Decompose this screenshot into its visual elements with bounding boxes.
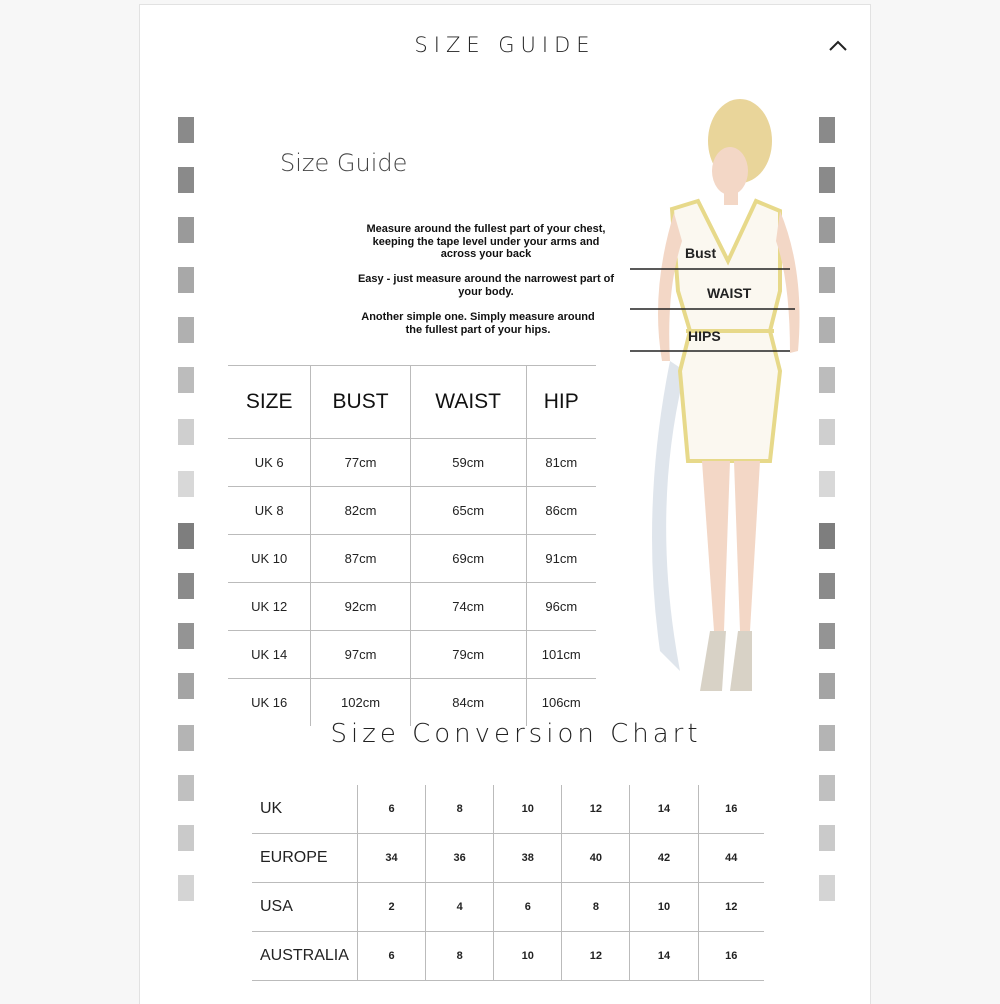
bust-label: Bust bbox=[685, 245, 717, 261]
size-cell: UK 12 bbox=[228, 583, 311, 631]
size-value-cell: 44 bbox=[698, 834, 764, 883]
size-value-cell: 14 bbox=[630, 932, 698, 981]
size-value-cell: 8 bbox=[426, 932, 494, 981]
conversion-row bbox=[252, 834, 764, 883]
size-value-cell: 38 bbox=[494, 834, 562, 883]
size-cell: UK 10 bbox=[228, 535, 311, 583]
size-value-cell: 10 bbox=[494, 785, 562, 834]
column-header-hip: HIP bbox=[526, 366, 596, 439]
column-header-size: SIZE bbox=[245, 390, 293, 413]
border-stripe bbox=[178, 419, 194, 445]
border-stripe bbox=[178, 875, 194, 901]
size-value-cell: 12 bbox=[698, 883, 764, 932]
border-stripe bbox=[819, 875, 835, 901]
size-value-cell: 40 bbox=[562, 834, 630, 883]
size-value-cell: 12 bbox=[562, 785, 630, 834]
size-value-cell: 42 bbox=[630, 834, 698, 883]
size-value-cell: 16 bbox=[698, 932, 764, 981]
size-cell: UK 6 bbox=[228, 439, 311, 487]
border-stripe bbox=[178, 117, 194, 143]
bust-cell: 77cm bbox=[311, 439, 410, 487]
border-stripe bbox=[819, 117, 835, 143]
border-stripe bbox=[819, 167, 835, 193]
waist-instruction: Easy - just measure around the narrowest part of your body. bbox=[357, 273, 615, 298]
region-label: AUSTRALIA bbox=[252, 932, 358, 981]
conversion-row bbox=[252, 785, 764, 834]
hip-cell: 106cm bbox=[526, 679, 596, 727]
size-value-cell: 6 bbox=[358, 785, 426, 834]
border-stripe bbox=[178, 775, 194, 801]
size-value-cell: 14 bbox=[630, 785, 698, 834]
border-stripe bbox=[178, 623, 194, 649]
size-value-cell: 2 bbox=[358, 883, 426, 932]
border-stripe bbox=[178, 673, 194, 699]
size-value-cell: 4 bbox=[426, 883, 494, 932]
size-measurement-table bbox=[228, 365, 596, 726]
waist-label: WAIST bbox=[707, 285, 752, 301]
border-stripe bbox=[819, 471, 835, 497]
border-stripe bbox=[819, 573, 835, 599]
conversion-row bbox=[252, 932, 764, 981]
border-stripe bbox=[819, 825, 835, 851]
hip-cell: 96cm bbox=[526, 583, 596, 631]
bust-cell: 92cm bbox=[311, 583, 410, 631]
size-value-cell: 8 bbox=[562, 883, 630, 932]
table-header-row bbox=[228, 366, 596, 439]
border-stripe bbox=[178, 573, 194, 599]
bust-cell: 82cm bbox=[311, 487, 410, 535]
size-cell: UK 8 bbox=[228, 487, 311, 535]
size-conversion-table bbox=[252, 785, 764, 981]
border-stripe bbox=[819, 367, 835, 393]
column-header-bust: BUST bbox=[311, 366, 410, 439]
waist-cell: 65cm bbox=[410, 487, 526, 535]
size-guide-title: Size Guide bbox=[280, 149, 408, 177]
border-stripe bbox=[819, 217, 835, 243]
bust-instruction: Measure around the fullest part of your chest, keeping the tape level under your arms and across your back bbox=[366, 223, 606, 260]
border-stripe bbox=[178, 825, 194, 851]
border-stripe bbox=[819, 267, 835, 293]
waist-cell: 84cm bbox=[410, 679, 526, 727]
table-row bbox=[228, 535, 596, 583]
hip-cell: 101cm bbox=[526, 631, 596, 679]
table-row bbox=[228, 439, 596, 487]
border-stripe bbox=[819, 673, 835, 699]
region-label: USA bbox=[252, 883, 358, 932]
size-cell: UK 14 bbox=[228, 631, 311, 679]
border-stripe bbox=[819, 419, 835, 445]
table-row bbox=[228, 487, 596, 535]
chevron-up-icon[interactable] bbox=[824, 35, 852, 57]
border-stripe bbox=[178, 317, 194, 343]
size-value-cell: 16 bbox=[698, 785, 764, 834]
bust-cell: 87cm bbox=[311, 535, 410, 583]
border-stripe bbox=[178, 217, 194, 243]
hip-cell: 81cm bbox=[526, 439, 596, 487]
region-label: UK bbox=[252, 785, 358, 834]
border-stripe bbox=[178, 267, 194, 293]
border-stripe bbox=[819, 523, 835, 549]
hip-cell: 86cm bbox=[526, 487, 596, 535]
size-value-cell: 6 bbox=[494, 883, 562, 932]
waist-cell: 69cm bbox=[410, 535, 526, 583]
table-row bbox=[228, 583, 596, 631]
size-value-cell: 6 bbox=[358, 932, 426, 981]
size-value-cell: 12 bbox=[562, 932, 630, 981]
dress-figure-illustration bbox=[630, 91, 810, 711]
waist-cell: 79cm bbox=[410, 631, 526, 679]
column-header-waist: WAIST bbox=[410, 366, 526, 439]
border-stripe bbox=[178, 167, 194, 193]
border-stripe bbox=[178, 471, 194, 497]
border-stripe bbox=[819, 623, 835, 649]
bust-cell: 97cm bbox=[311, 631, 410, 679]
size-value-cell: 10 bbox=[494, 932, 562, 981]
table-row bbox=[228, 631, 596, 679]
region-label: EUROPE bbox=[252, 834, 358, 883]
size-cell: UK 16 bbox=[228, 679, 311, 727]
size-guide-panel bbox=[139, 4, 871, 1004]
size-guide-header[interactable]: SIZE GUIDE bbox=[414, 33, 596, 57]
hips-instruction: Another simple one. Simply measure around the fullest part of your hips. bbox=[361, 311, 595, 336]
size-value-cell: 34 bbox=[358, 834, 426, 883]
waist-cell: 74cm bbox=[410, 583, 526, 631]
border-stripe bbox=[178, 367, 194, 393]
size-value-cell: 10 bbox=[630, 883, 698, 932]
size-value-cell: 36 bbox=[426, 834, 494, 883]
conversion-row bbox=[252, 883, 764, 932]
border-stripe bbox=[178, 523, 194, 549]
border-stripe bbox=[819, 775, 835, 801]
border-stripe bbox=[819, 317, 835, 343]
conversion-chart-title: Size Conversion Chart bbox=[330, 719, 702, 749]
bust-cell: 102cm bbox=[311, 679, 410, 727]
hips-label: HIPS bbox=[688, 328, 721, 344]
hip-cell: 91cm bbox=[526, 535, 596, 583]
size-value-cell: 8 bbox=[426, 785, 494, 834]
waist-cell: 59cm bbox=[410, 439, 526, 487]
